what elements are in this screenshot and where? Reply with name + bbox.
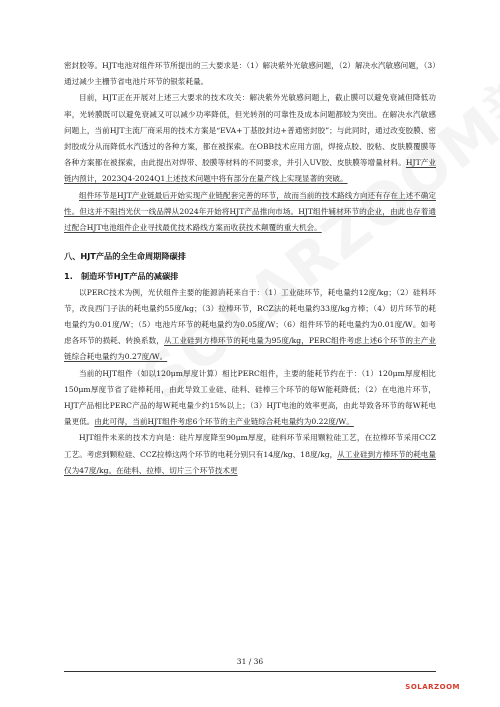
paragraph-2 [64,90,436,187]
paragraph-4-text: 以PERC技术为例，光伏组件主要的能源消耗来自于：（1）工业硅环节，耗电量约12度/kg；（2）硅料环节，改良西门子法的耗电量约55度/kg；（3）拉棒环节，RCZ法的耗电量约33度/kg方棒；（4）切片环节的耗电量约为0.01度/W；（5）电池片环节的耗电量约为0.05度/W；（6）组件环节的耗电量约为0.01度/W。如考虑各环节的损耗、转换系数， [64,287,436,346]
paragraph-4-underlined: 从工业硅到方棒环节的耗电量为95度/kg，PERC组件考虑上述6个环节的主产业链综合耗电量约为0.27度/W。 [64,336,436,362]
paragraph-3 [64,188,436,237]
paragraph-1: 密封胶等。HJT电池对组件环节所提出的三大要求是：（1）解决紫外光敏感问题，（2）解决水汽敏感问题，（3）通过减少主栅节省电池片环节的银浆耗量。 [64,61,436,87]
page-number: 31 / 36 [236,657,264,666]
paragraph-2-underlined: HJT产业链内预计，2023Q4-2024Q1上述技术问题中将有部分在量产线上实现显著的突破。 [64,158,436,184]
paragraph-6 [64,430,436,479]
brand-logo: SOLARZOOM [405,683,460,691]
paragraph-4 [64,285,436,366]
paragraph-5-text: 当前的HJT组件（如以120μm厚度计算）相比PERC组件，主要的能耗节约在于：（1）120μm厚度相比150μm厚度节省了硅棒耗用，由此导致工业硅、硅料、硅棒三个环节的每W能耗降低；（2）在电池片环节，HJT产品相比PERC产品的每W耗电量少约15%以上；（3）HJT电池的效率更高，由此导致各环节的每W耗电量更低。 [64,368,436,427]
subsection-heading: 1. 制造环节HJT产品的减碳排 [64,271,179,282]
paragraph-5 [64,366,436,431]
paragraph-5-underlined: 由此可得，当前HJT组件考虑6个环节的主产业链综合耗电量约为0.22度/W。 [94,417,354,427]
paragraph-2-text: 目前，HJT正在开展对上述三大要求的技术攻关：解决紫外光敏感问题上，截止膜可以避免衰减但降低功率，光转膜既可以避免衰减又可以减少功率降低，但光转剂的可靠性及成本问题都较为突出。在解决水汽敏感问题上，当前HJT主流厂商采用的技术方案是“EVA+丁基胶封边+普通密封胶”；与此同时，通过改变胶膜、密封胶成分从而降低水汽透过的各种方案，都在被探索。在OBB技术应用方面，焊接点胶、胶粘、皮肤膜覆膜等各种方案都在被探索，由此提出对焊带、胶膜等材料的不同要求，并引入UV胶、皮肤膜等增量材料。 [64,93,436,168]
paragraph-6-underlined: 从工业硅到方棒环节的耗电量仅为47度/kg。在硅料、拉棒、切片三个环节技术更 [64,449,436,475]
paragraph-3-underlined: 组件环节是HJT产业链最后开始实现产业链配套完善的环节，故而当前的技术路线方向还有存在上述不确定性。但这并不阻挡光伏一线品牌从2024年开始将HJT产品推向市场。HJT组件辅材环节的企业，由此也存着通过配合HJT电池组件企业寻找最优技术路线方案而收获技术颠覆的重大机会。 [64,190,436,233]
footer-divider [64,671,436,672]
section-heading: 八、HJT产品的全生命周期降碳排 [64,251,186,262]
body-text [64,58,436,479]
paragraph-6-text: HJT组件未来的技术方向是：硅片厚度降至90μm厚度，硅料环节采用颗粒硅工艺，在拉棒环节采用CCZ工艺。考虑到颗粒硅、CCZ拉棒这两个环节的电耗分别只有14度/kg、18度/kg， [64,433,436,459]
